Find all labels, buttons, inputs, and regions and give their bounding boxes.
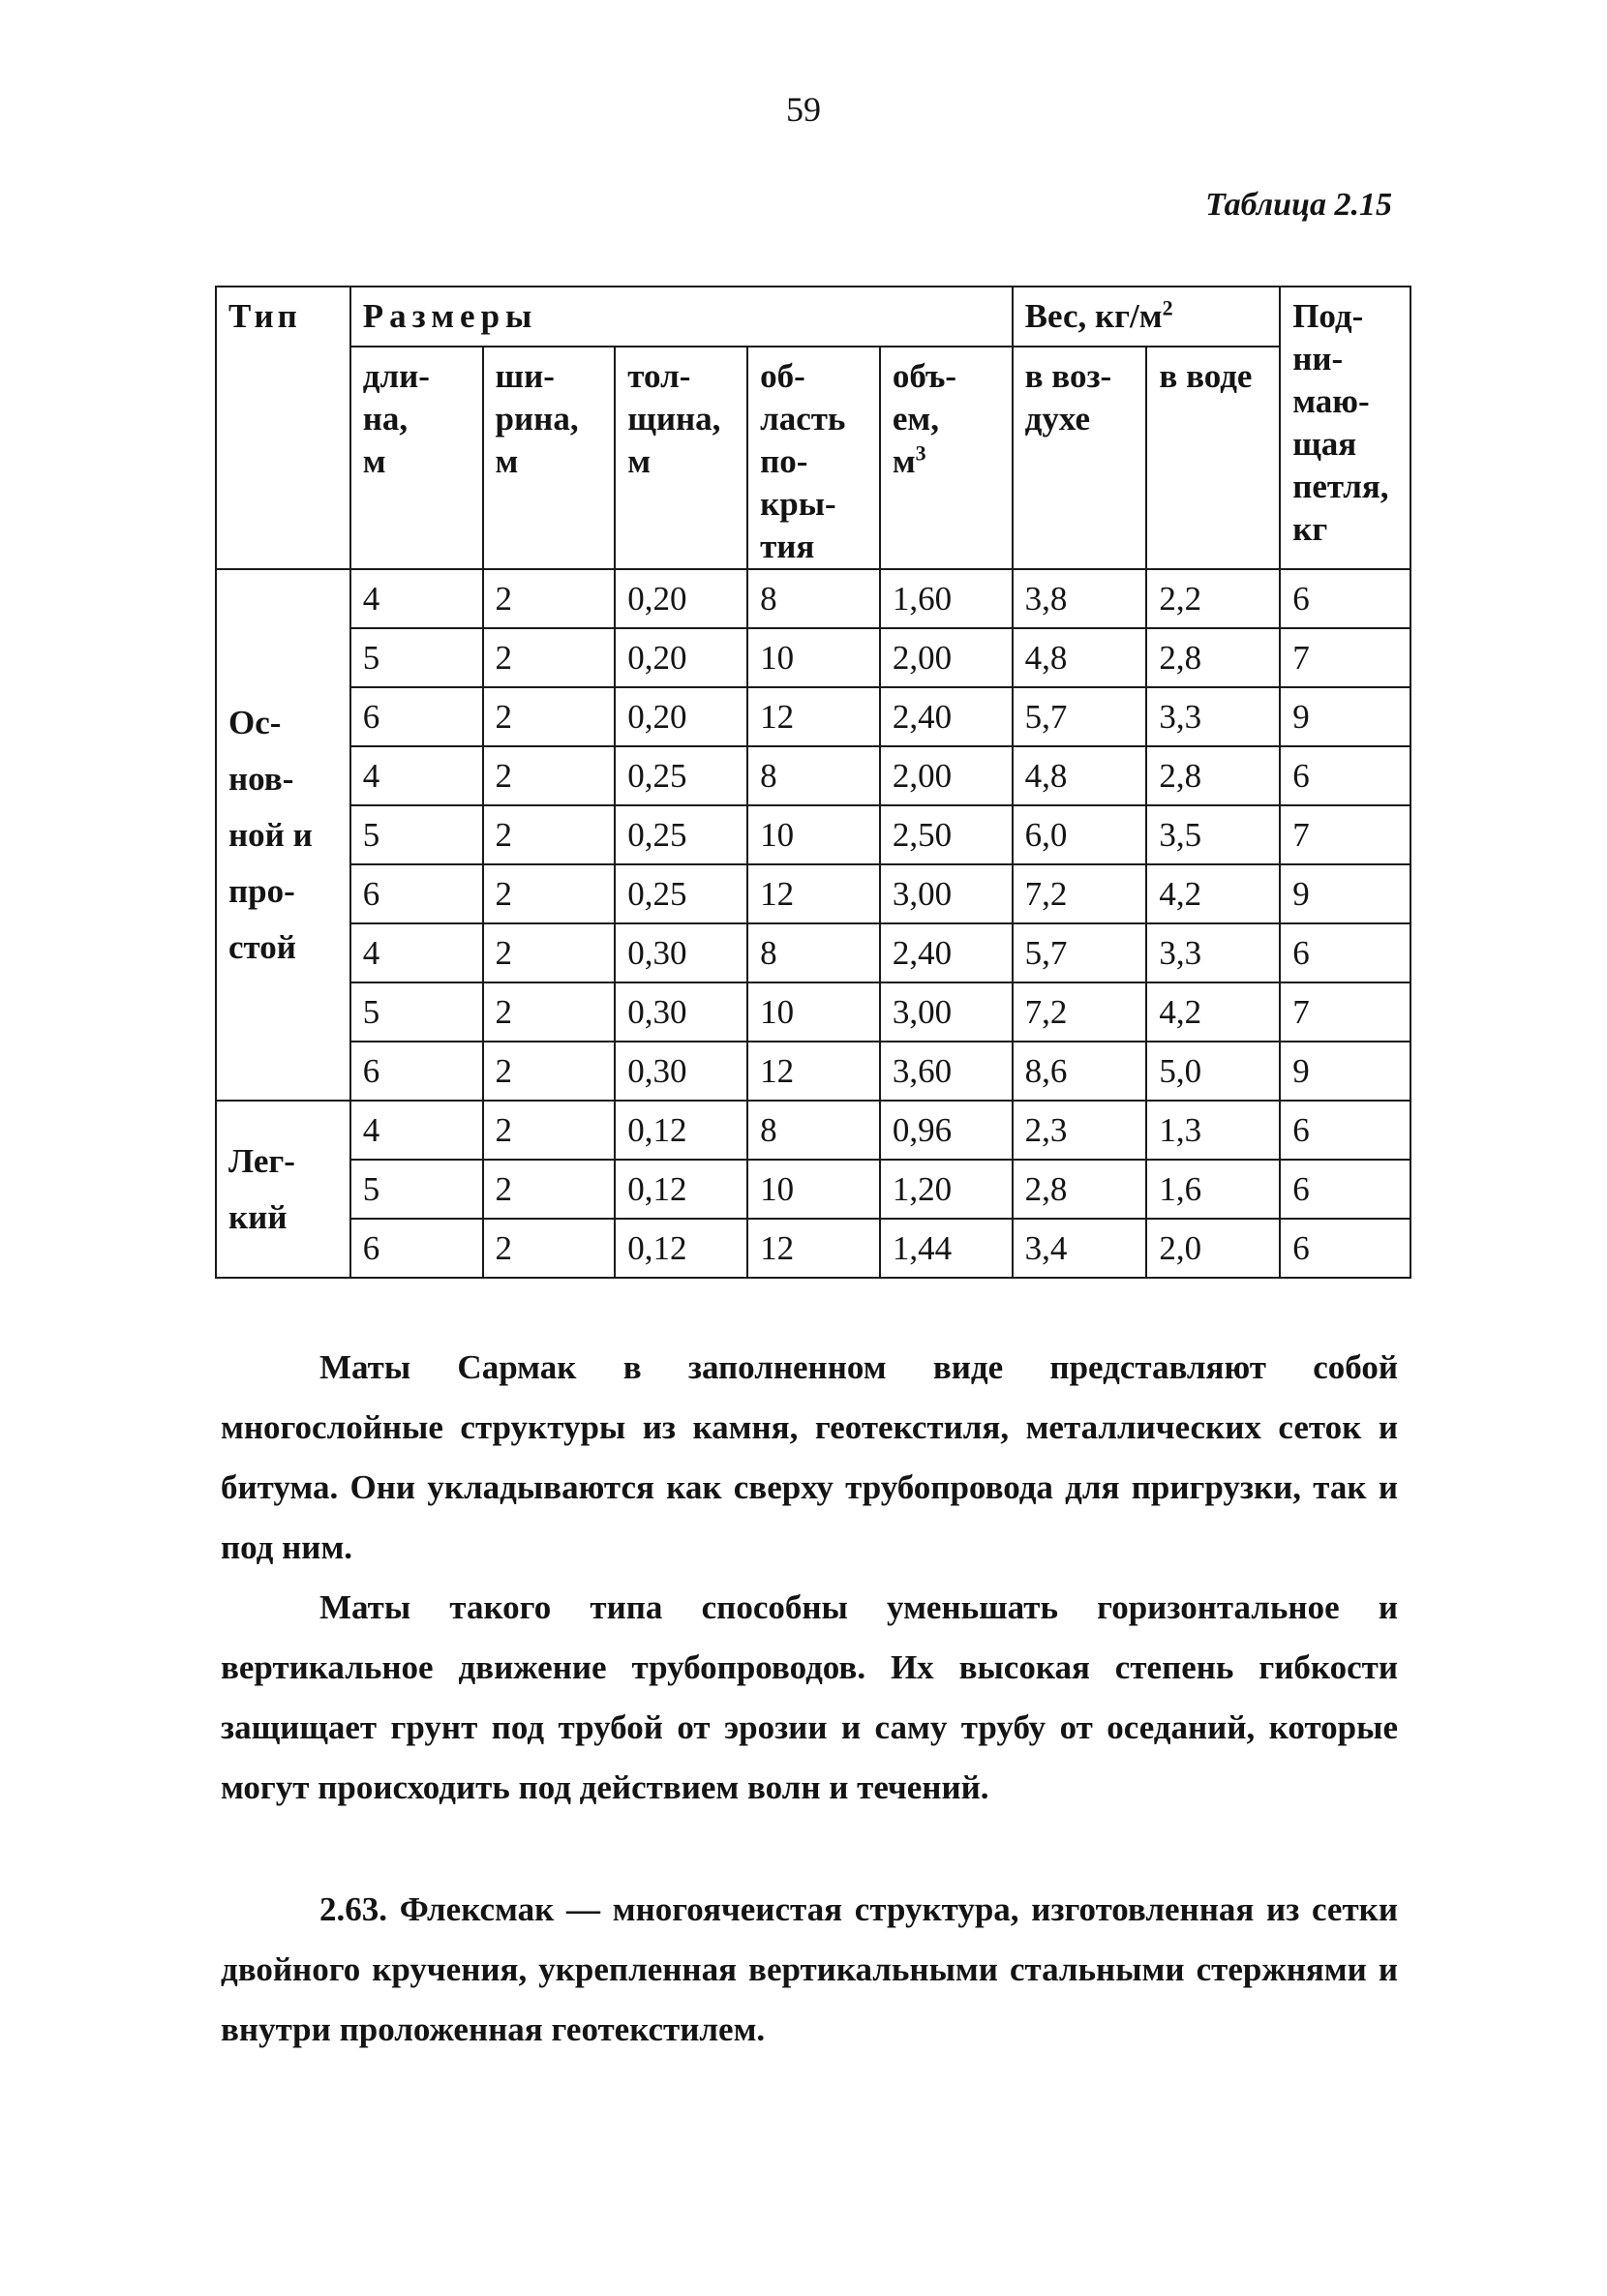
table-cell: 0,12 — [615, 1160, 747, 1219]
header-width — [483, 347, 616, 569]
table-cell: 6 — [350, 1042, 483, 1101]
table-cell: 2,8 — [1146, 628, 1280, 687]
header-coverage — [747, 347, 880, 569]
table-cell: 4,8 — [1013, 628, 1147, 687]
table-cell: 1,3 — [1146, 1101, 1280, 1160]
table-cell: 0,30 — [615, 1042, 747, 1101]
table-cell: 6 — [1280, 746, 1410, 805]
table-cell: 12 — [747, 864, 880, 923]
header-weight — [1013, 287, 1281, 347]
mats-table — [215, 286, 1411, 1279]
header-type: Тип — [216, 287, 350, 569]
table-cell: 5 — [350, 805, 483, 864]
table-cell: 4 — [350, 746, 483, 805]
table-cell: 3,3 — [1146, 687, 1280, 746]
table-cell: 12 — [747, 1219, 880, 1278]
table-cell: 10 — [747, 1160, 880, 1219]
table-cell: 2,40 — [880, 687, 1013, 746]
table-cell: 5 — [350, 982, 483, 1042]
table-cell: 5,7 — [1013, 687, 1147, 746]
table-body — [216, 569, 1410, 1278]
table-cell: 6 — [350, 864, 483, 923]
table-cell: 6 — [350, 687, 483, 746]
table-cell: 0,20 — [615, 628, 747, 687]
table-row — [216, 746, 1410, 805]
table-cell: 5 — [350, 1160, 483, 1219]
header-weight-water — [1146, 347, 1280, 569]
header-weight-sup: 2 — [1162, 295, 1173, 320]
table-cell: 2,3 — [1013, 1101, 1147, 1160]
header-thickness — [615, 347, 747, 569]
table-cell: 7,2 — [1013, 982, 1147, 1042]
table-cell: 2,2 — [1146, 569, 1280, 628]
table-row — [216, 628, 1410, 687]
table-row — [216, 923, 1410, 982]
table-cell: 5,7 — [1013, 923, 1147, 982]
table-cell: 7,2 — [1013, 864, 1147, 923]
table-cell: 8 — [747, 746, 880, 805]
table-cell: 2 — [483, 1160, 616, 1219]
table-cell: 7 — [1280, 805, 1410, 864]
table-cell: 2 — [483, 923, 616, 982]
header-lifting-loop-text: Под- ни- маю- щая петля, кг — [1292, 297, 1389, 548]
table-cell: 10 — [747, 805, 880, 864]
header-volume-text: объ- ем, м — [892, 357, 957, 480]
header-weight-water-text: в воде — [1159, 357, 1253, 395]
table-cell: 10 — [747, 628, 880, 687]
table-cell: 9 — [1280, 864, 1410, 923]
table-cell: 3,00 — [880, 982, 1013, 1042]
paragraph-2: Маты такого типа способны уменьшать горизонтальное и вертикальное движение трубопроводов. Их высокая степень гибкости защищает грунт под трубой от эрозии и саму трубу от оседаний, которые могут происходить под действием волн и течений. — [221, 1588, 1398, 1806]
table-cell: 1,60 — [880, 569, 1013, 628]
table-cell: 0,25 — [615, 864, 747, 923]
table-cell: 2 — [483, 805, 616, 864]
header-width-text: ши- рина, м — [495, 357, 579, 480]
table-cell: 2 — [483, 687, 616, 746]
header-length — [350, 347, 483, 569]
table-cell: 0,30 — [615, 982, 747, 1042]
table-row — [216, 687, 1410, 746]
table-cell: 4 — [350, 569, 483, 628]
table-cell: 1,44 — [880, 1219, 1013, 1278]
table-cell: 5,0 — [1146, 1042, 1280, 1101]
table-cell: 3,3 — [1146, 923, 1280, 982]
table-cell: 0,20 — [615, 569, 747, 628]
table-row — [216, 1101, 1410, 1160]
table-cell: 3,4 — [1013, 1219, 1147, 1278]
table-cell: 3,60 — [880, 1042, 1013, 1101]
table-cell: 2,50 — [880, 805, 1013, 864]
header-lifting-loop — [1280, 287, 1410, 569]
table-cell: 6 — [1280, 569, 1410, 628]
type-cell-text: Ос- нов- ной и про- стой — [228, 703, 313, 966]
page-number: 59 — [786, 90, 821, 129]
table-cell: 7 — [1280, 628, 1410, 687]
table-row — [216, 1219, 1410, 1278]
table-row — [216, 569, 1410, 628]
table-cell: 9 — [1280, 1042, 1410, 1101]
table-cell: 2,8 — [1146, 746, 1280, 805]
table-cell: 2,00 — [880, 628, 1013, 687]
table-cell: 12 — [747, 687, 880, 746]
type-cell-text: Лег- кий — [228, 1141, 295, 1236]
header-volume-sup: 3 — [915, 440, 926, 466]
table-cell: 4 — [350, 1101, 483, 1160]
table-cell: 8,6 — [1013, 1042, 1147, 1101]
table-cell: 4,2 — [1146, 864, 1280, 923]
header-dimensions: Размеры — [350, 287, 1013, 347]
table-cell: 3,00 — [880, 864, 1013, 923]
table-cell: 8 — [747, 923, 880, 982]
header-weight-text: Вес, кг/м — [1024, 297, 1163, 335]
table-cell: 0,12 — [615, 1219, 747, 1278]
table-cell: 2,8 — [1013, 1160, 1147, 1219]
table-cell: 0,96 — [880, 1101, 1013, 1160]
table-cell: 1,6 — [1146, 1160, 1280, 1219]
table-cell: 6 — [1280, 923, 1410, 982]
table-cell: 2 — [483, 982, 616, 1042]
table-cell: 6 — [1280, 1101, 1410, 1160]
table-cell: 2 — [483, 628, 616, 687]
table-cell: 2,40 — [880, 923, 1013, 982]
header-coverage-text: об- ласть по- кры- тия — [760, 357, 846, 565]
table-cell: 2 — [483, 1042, 616, 1101]
table-cell: 10 — [747, 982, 880, 1042]
table-cell: 4 — [350, 923, 483, 982]
table-cell: 4,2 — [1146, 982, 1280, 1042]
header-thickness-text: тол- щина, м — [627, 357, 721, 480]
table-cell: 0,12 — [615, 1101, 747, 1160]
table-cell: 5 — [350, 628, 483, 687]
table-caption: Таблица 2.15 — [1205, 187, 1392, 223]
table-cell: 9 — [1280, 687, 1410, 746]
table-cell: 0,30 — [615, 923, 747, 982]
header-volume — [880, 347, 1013, 569]
paragraph-3: 2.63. Флексмак — многоячеистая структура, изготовленная из сетки двойного кручения, укрепленная вертикальными стальными стержнями и внутри проложенная геотекстилем. — [221, 1890, 1398, 2048]
type-cell — [216, 569, 350, 1101]
table-cell: 2 — [483, 746, 616, 805]
paragraph-1: Маты Сармак в заполненном виде представляют собой многослойные структуры из камня, геотекстиля, металлических сеток и битума. Они укладываются как сверху трубопровода для пригрузки, так и под ним. — [221, 1348, 1398, 1566]
table-row — [216, 982, 1410, 1042]
table-cell: 2 — [483, 569, 616, 628]
table-cell: 6 — [1280, 1160, 1410, 1219]
table-cell: 3,8 — [1013, 569, 1147, 628]
table-cell: 6 — [350, 1219, 483, 1278]
table-cell: 6,0 — [1013, 805, 1147, 864]
type-cell — [216, 1101, 350, 1278]
table-cell: 6 — [1280, 1219, 1410, 1278]
table-row — [216, 1160, 1410, 1219]
table-cell: 1,20 — [880, 1160, 1013, 1219]
table-cell: 2 — [483, 1219, 616, 1278]
table-cell: 0,20 — [615, 687, 747, 746]
table-cell: 3,5 — [1146, 805, 1280, 864]
table-cell: 0,25 — [615, 805, 747, 864]
header-length-text: дли- на, м — [362, 357, 430, 480]
table-row — [216, 1042, 1410, 1101]
table-row — [216, 805, 1410, 864]
table-cell: 4,8 — [1013, 746, 1147, 805]
table-cell: 2 — [483, 864, 616, 923]
table-cell: 12 — [747, 1042, 880, 1101]
table-cell: 0,25 — [615, 746, 747, 805]
table-cell: 8 — [747, 569, 880, 628]
table-cell: 2 — [483, 1101, 616, 1160]
table-cell: 7 — [1280, 982, 1410, 1042]
table-cell: 2,00 — [880, 746, 1013, 805]
header-weight-air — [1013, 347, 1147, 569]
table-row — [216, 864, 1410, 923]
table-cell: 8 — [747, 1101, 880, 1160]
header-weight-air-text: в воз- духе — [1024, 357, 1112, 438]
table-cell: 2,0 — [1146, 1219, 1280, 1278]
